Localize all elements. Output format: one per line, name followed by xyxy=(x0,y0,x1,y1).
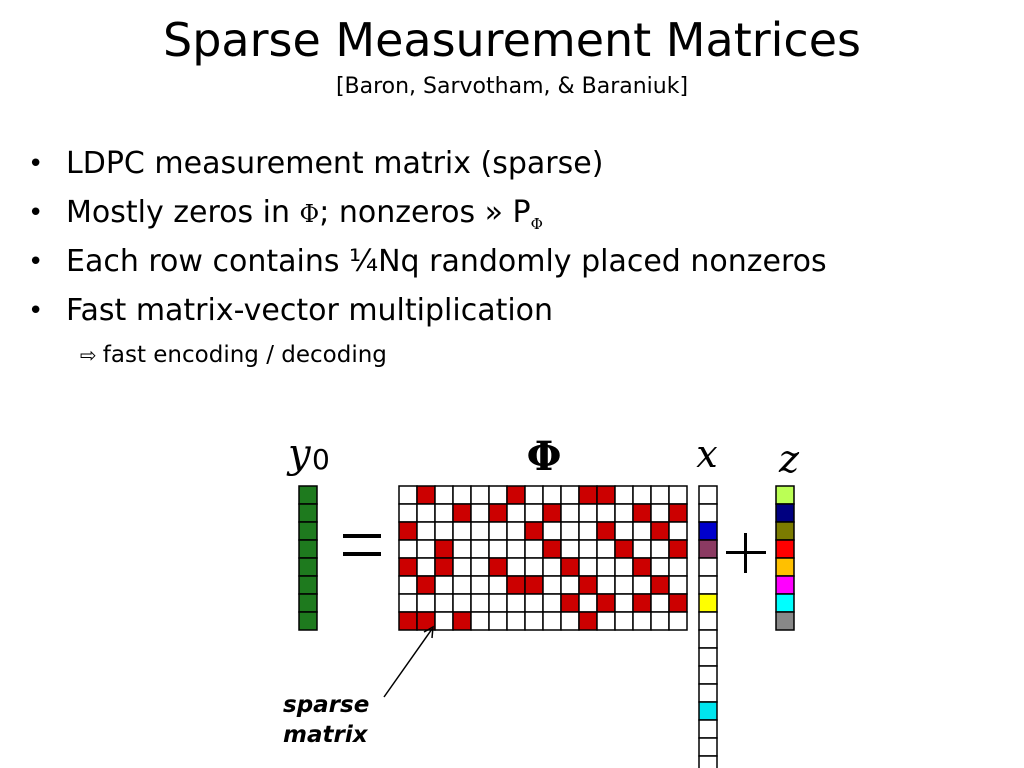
matrix-nonzero-cell xyxy=(597,594,615,612)
x-zero-cell xyxy=(699,756,717,768)
matrix-zero-cell xyxy=(615,486,633,504)
matrix-nonzero-cell xyxy=(507,576,525,594)
matrix-zero-cell xyxy=(489,486,507,504)
matrix-zero-cell xyxy=(669,576,687,594)
matrix-zero-cell xyxy=(471,558,489,576)
matrix-zero-cell xyxy=(471,504,489,522)
bullet-dot-icon: • xyxy=(28,149,44,179)
matrix-zero-cell xyxy=(525,504,543,522)
matrix-zero-cell xyxy=(651,504,669,522)
matrix-zero-cell xyxy=(471,612,489,630)
x-zero-cell xyxy=(699,648,717,666)
matrix-zero-cell xyxy=(471,594,489,612)
matrix-zero-cell xyxy=(561,522,579,540)
matrix-zero-cell xyxy=(525,594,543,612)
matrix-zero-cell xyxy=(453,576,471,594)
matrix-zero-cell xyxy=(633,486,651,504)
matrix-nonzero-cell xyxy=(399,522,417,540)
matrix-zero-cell xyxy=(597,576,615,594)
matrix-nonzero-cell xyxy=(435,540,453,558)
x-zero-cell xyxy=(699,576,717,594)
matrix-zero-cell xyxy=(417,504,435,522)
matrix-zero-cell xyxy=(543,486,561,504)
y-vector-cell xyxy=(299,522,317,540)
annotation-line-2: matrix xyxy=(283,722,368,748)
x-zero-cell xyxy=(699,684,717,702)
matrix-zero-cell xyxy=(651,558,669,576)
matrix-zero-cell xyxy=(669,486,687,504)
matrix-zero-cell xyxy=(489,594,507,612)
matrix-nonzero-cell xyxy=(579,486,597,504)
z-noise-cell xyxy=(776,486,794,504)
matrix-nonzero-cell xyxy=(561,594,579,612)
matrix-zero-cell xyxy=(525,540,543,558)
matrix-zero-cell xyxy=(435,612,453,630)
matrix-zero-cell xyxy=(399,594,417,612)
y-vector-cell xyxy=(299,486,317,504)
x-zero-cell xyxy=(699,612,717,630)
matrix-zero-cell xyxy=(579,594,597,612)
matrix-nonzero-cell xyxy=(597,522,615,540)
bullet-dot-icon: • xyxy=(28,198,44,228)
matrix-zero-cell xyxy=(507,504,525,522)
equals-sign xyxy=(343,534,381,556)
x-zero-cell xyxy=(699,504,717,522)
annotation-line-1: sparse xyxy=(283,692,370,718)
y-vector-cell xyxy=(299,558,317,576)
matrix-nonzero-cell xyxy=(399,612,417,630)
matrix-zero-cell xyxy=(435,594,453,612)
matrix-zero-cell xyxy=(543,594,561,612)
matrix-zero-cell xyxy=(597,612,615,630)
matrix-nonzero-cell xyxy=(417,576,435,594)
matrix-nonzero-cell xyxy=(525,576,543,594)
x-nonzero-cell xyxy=(699,540,717,558)
slide-title: Sparse Measurement Matrices xyxy=(163,13,861,67)
matrix-nonzero-cell xyxy=(633,594,651,612)
matrix-zero-cell xyxy=(543,558,561,576)
matrix-zero-cell xyxy=(669,522,687,540)
bullet-text-pre: Mostly zeros in xyxy=(66,195,300,230)
annotation-arrow-line xyxy=(384,629,432,697)
matrix-nonzero-cell xyxy=(489,504,507,522)
matrix-zero-cell xyxy=(561,612,579,630)
matrix-nonzero-cell xyxy=(453,612,471,630)
matrix-zero-cell xyxy=(471,576,489,594)
sparse-matrix-annotation xyxy=(283,690,369,750)
matrix-nonzero-cell xyxy=(669,594,687,612)
z-noise-cell xyxy=(776,504,794,522)
matrix-nonzero-cell xyxy=(561,558,579,576)
matrix-nonzero-cell xyxy=(633,558,651,576)
matrix-zero-cell xyxy=(633,576,651,594)
matrix-zero-cell xyxy=(507,522,525,540)
matrix-zero-cell xyxy=(435,486,453,504)
matrix-nonzero-cell xyxy=(543,504,561,522)
matrix-zero-cell xyxy=(543,522,561,540)
matrix-zero-cell xyxy=(435,522,453,540)
matrix-zero-cell xyxy=(507,540,525,558)
matrix-nonzero-cell xyxy=(615,540,633,558)
matrix-zero-cell xyxy=(561,486,579,504)
matrix-zero-cell xyxy=(507,594,525,612)
matrix-nonzero-cell xyxy=(669,504,687,522)
matrix-zero-cell xyxy=(399,540,417,558)
matrix-zero-cell xyxy=(615,594,633,612)
matrix-nonzero-cell xyxy=(633,504,651,522)
matrix-zero-cell xyxy=(561,504,579,522)
matrix-nonzero-cell xyxy=(507,486,525,504)
x-zero-cell xyxy=(699,720,717,738)
bullet-dot-icon: • xyxy=(28,247,44,277)
matrix-zero-cell xyxy=(597,504,615,522)
x-nonzero-cell xyxy=(699,594,717,612)
y-vector-cell xyxy=(299,540,317,558)
slide-subtitle: [Baron, Sarvotham, & Baraniuk] xyxy=(335,74,689,99)
plus-sign xyxy=(726,533,766,573)
z-noise-cell xyxy=(776,576,794,594)
z-noise-cell xyxy=(776,522,794,540)
equals-bar-top xyxy=(343,534,381,538)
x-nonzero-cell xyxy=(699,522,717,540)
x-zero-cell xyxy=(699,558,717,576)
matrix-zero-cell xyxy=(399,504,417,522)
matrix-zero-cell xyxy=(669,612,687,630)
x-zero-cell xyxy=(699,738,717,756)
x-zero-cell xyxy=(699,630,717,648)
x-zero-cell xyxy=(699,486,717,504)
matrix-nonzero-cell xyxy=(489,558,507,576)
x-zero-cell xyxy=(699,666,717,684)
matrix-zero-cell xyxy=(597,558,615,576)
matrix-zero-cell xyxy=(489,576,507,594)
matrix-zero-cell xyxy=(651,540,669,558)
matrix-nonzero-cell xyxy=(435,558,453,576)
matrix-zero-cell xyxy=(543,576,561,594)
x-nonzero-cell xyxy=(699,702,717,720)
matrix-zero-cell xyxy=(435,504,453,522)
matrix-zero-cell xyxy=(615,612,633,630)
matrix-zero-cell xyxy=(417,540,435,558)
y-vector-cell xyxy=(299,594,317,612)
matrix-zero-cell xyxy=(435,576,453,594)
matrix-zero-cell xyxy=(471,486,489,504)
matrix-zero-cell xyxy=(525,612,543,630)
matrix-zero-cell xyxy=(489,522,507,540)
hollow-right-arrow-icon: ⇨ xyxy=(80,343,97,367)
matrix-zero-cell xyxy=(579,540,597,558)
matrix-zero-cell xyxy=(579,522,597,540)
z-label: z xyxy=(778,437,800,481)
z-noise-cell xyxy=(776,558,794,576)
plus-bar-vertical xyxy=(744,533,747,573)
matrix-zero-cell xyxy=(525,486,543,504)
matrix-zero-cell xyxy=(453,594,471,612)
matrix-zero-cell xyxy=(615,558,633,576)
matrix-zero-cell xyxy=(417,522,435,540)
matrix-zero-cell xyxy=(633,540,651,558)
y-label: y xyxy=(288,431,311,477)
matrix-zero-cell xyxy=(579,558,597,576)
matrix-zero-cell xyxy=(615,522,633,540)
matrix-zero-cell xyxy=(417,558,435,576)
y-vector-cell xyxy=(299,576,317,594)
matrix-zero-cell xyxy=(579,504,597,522)
bullet-text-mid: ; nonzeros » P xyxy=(319,195,531,230)
y-subscript-label: 0 xyxy=(312,443,330,476)
matrix-zero-cell xyxy=(417,594,435,612)
phi-symbol: Φ xyxy=(299,200,320,228)
bullet-text: Each row contains ¼Nq randomly placed nonzeros xyxy=(66,244,827,279)
matrix-zero-cell xyxy=(633,522,651,540)
matrix-zero-cell xyxy=(633,612,651,630)
bullet-dot-icon: • xyxy=(28,296,44,326)
matrix-nonzero-cell xyxy=(579,612,597,630)
matrix-zero-cell xyxy=(561,576,579,594)
matrix-zero-cell xyxy=(615,576,633,594)
matrix-zero-cell xyxy=(489,612,507,630)
matrix-nonzero-cell xyxy=(579,576,597,594)
matrix-zero-cell xyxy=(597,540,615,558)
matrix-zero-cell xyxy=(669,558,687,576)
matrix-zero-cell xyxy=(507,558,525,576)
z-noise-cell xyxy=(776,540,794,558)
matrix-zero-cell xyxy=(453,486,471,504)
matrix-zero-cell xyxy=(507,612,525,630)
matrix-nonzero-cell xyxy=(543,540,561,558)
y-vector-cell xyxy=(299,504,317,522)
equals-bar-bottom xyxy=(343,552,381,556)
matrix-nonzero-cell xyxy=(453,504,471,522)
matrix-zero-cell xyxy=(453,540,471,558)
matrix-zero-cell xyxy=(453,522,471,540)
matrix-zero-cell xyxy=(525,558,543,576)
matrix-zero-cell xyxy=(399,486,417,504)
matrix-zero-cell xyxy=(471,540,489,558)
y-vector-cell xyxy=(299,612,317,630)
matrix-nonzero-cell xyxy=(669,540,687,558)
matrix-zero-cell xyxy=(453,558,471,576)
matrix-nonzero-cell xyxy=(597,486,615,504)
matrix-nonzero-cell xyxy=(651,576,669,594)
matrix-zero-cell xyxy=(543,612,561,630)
matrix-zero-cell xyxy=(651,612,669,630)
matrix-nonzero-cell xyxy=(417,486,435,504)
sub-bullet-text: fast encoding / decoding xyxy=(102,342,387,368)
matrix-nonzero-cell xyxy=(525,522,543,540)
phi-subscript: Φ xyxy=(530,215,543,233)
matrix-nonzero-cell xyxy=(399,558,417,576)
matrix-zero-cell xyxy=(489,540,507,558)
x-label: x xyxy=(696,432,718,476)
matrix-zero-cell xyxy=(651,594,669,612)
bullet-text: Fast matrix-vector multiplication xyxy=(66,293,554,328)
bullet-text: LDPC measurement matrix (sparse) xyxy=(66,146,604,181)
matrix-nonzero-cell xyxy=(651,522,669,540)
matrix-zero-cell xyxy=(561,540,579,558)
matrix-zero-cell xyxy=(399,576,417,594)
z-noise-cell xyxy=(776,594,794,612)
grid-group xyxy=(299,486,794,768)
matrix-zero-cell xyxy=(651,486,669,504)
phi-label: Φ xyxy=(526,433,562,480)
matrix-zero-cell xyxy=(471,522,489,540)
matrix-zero-cell xyxy=(615,504,633,522)
z-noise-cell xyxy=(776,612,794,630)
